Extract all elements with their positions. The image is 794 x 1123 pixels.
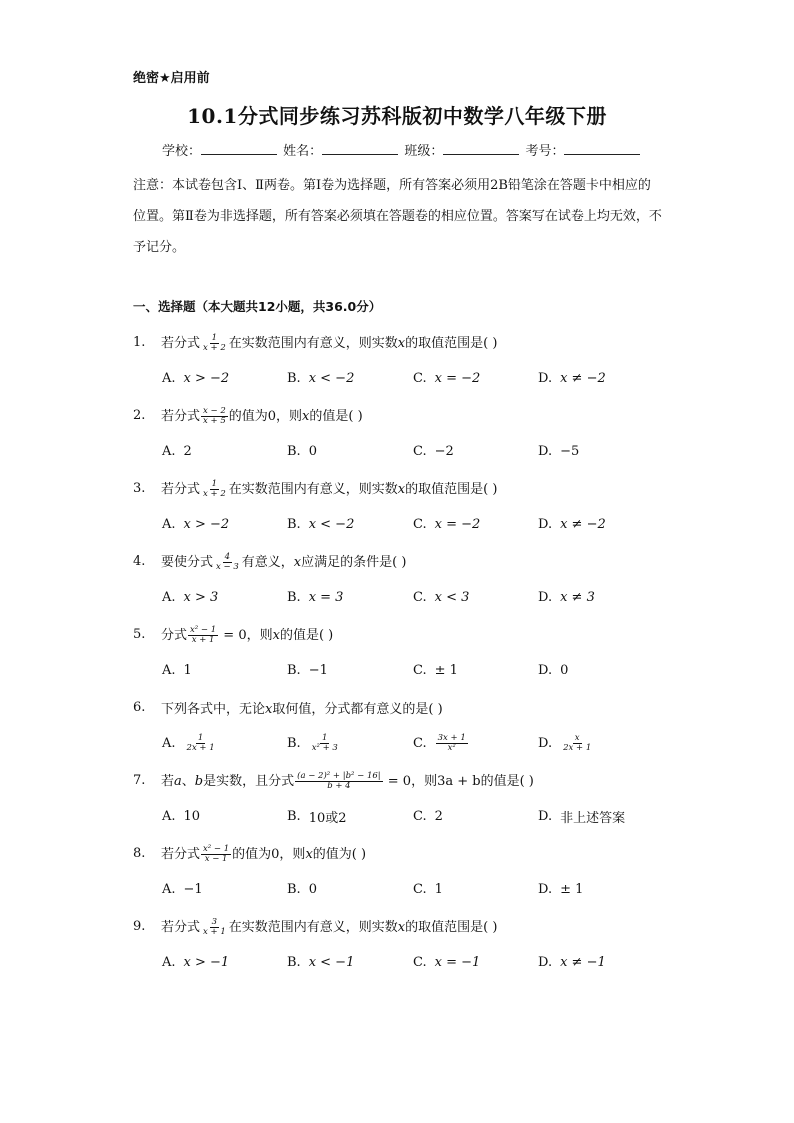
option-label: D. [538,808,553,824]
variable: x [265,701,273,717]
option-label: D. [538,735,553,751]
fraction-numerator: 1 [211,332,218,343]
option-text: 1 [183,662,192,678]
fraction-denominator: x² + 3 [311,742,338,753]
option-text: x = −2 [434,516,481,532]
option-row [162,658,682,682]
option-a[interactable] [162,658,192,682]
fraction-denominator: 2x + 1 [563,742,592,753]
option-label: D. [538,443,553,459]
stem-text: 的取值范围是( ) [405,481,498,497]
option-b[interactable] [287,731,341,755]
question-number: 9. [133,918,146,934]
option-label: B. [287,662,301,678]
question-text [161,405,363,426]
name-label: 姓名： [283,144,323,159]
option-label: C. [413,443,427,459]
option-text: −1 [183,881,203,897]
option-row [162,366,682,390]
option-text: ± 1 [560,881,584,897]
stem-text: 若分式 [161,846,201,862]
question-fraction [295,772,383,791]
stem-text: 下列各式中，无论 [161,701,266,717]
option-text: −2 [434,443,454,459]
school-label: 学校： [162,144,202,159]
secret-label: 绝密★启用前 [133,71,210,86]
question-stem [133,476,497,500]
option-text: x > −2 [183,370,230,386]
name-blank[interactable] [322,142,398,155]
option-label: D. [538,589,553,605]
stem-text: 若分式 [161,408,201,424]
option-label: B. [287,808,301,824]
question-fraction [201,480,228,499]
question-stem [133,841,366,865]
option-label: A. [162,443,176,459]
fraction-numerator: x² − 1 [203,843,230,854]
option-text: x < 3 [434,589,470,605]
class-label: 班级： [404,144,444,159]
question-number: 8. [133,845,146,861]
page-title: 10.1分式同步练习苏科版初中数学八年级下册 [187,104,607,128]
option-label: A. [162,662,176,678]
option-a[interactable] [162,877,203,901]
variable: x [305,846,313,862]
option-label: A. [162,808,176,824]
question-fraction [201,407,228,426]
option-d[interactable] [538,804,625,828]
option-text: −5 [560,443,580,459]
exam-number-label: 考号： [525,144,565,159]
question-number: 6. [133,699,146,715]
option-text: x = 3 [308,589,344,605]
fraction-numerator: 1 [211,478,218,489]
option-text: x > 3 [183,589,219,605]
question-text [161,770,534,791]
question-fraction [214,553,241,572]
question-fraction [201,845,231,864]
option-text: 10 [183,808,201,824]
option-label: C. [413,370,427,386]
option-text: 0 [308,881,317,897]
option-a[interactable] [162,950,229,974]
fraction-denominator: x − 1 [204,853,228,864]
option-a[interactable] [162,731,218,755]
option-d[interactable] [538,658,568,682]
option-row [162,512,682,536]
option-label: D. [538,516,553,532]
stem-text: 应满足的条件是( ) [301,554,407,570]
option-label: B. [287,881,301,897]
stem-text: 分式 [161,627,188,643]
stem-text: 在实数范围内有意义，则实数 [228,919,398,935]
question-number: 5. [133,626,146,642]
variable: x [397,481,406,497]
student-info-line [162,140,642,159]
fraction-denominator: x + 1 [203,926,226,937]
school-blank[interactable] [201,142,277,155]
stem-text: 在实数范围内有意义，则实数 [228,335,398,351]
option-text: x < −2 [308,516,355,532]
variable: b [194,773,204,789]
option-c[interactable] [413,585,469,609]
stem-text: 在实数范围内有意义，则实数 [228,481,398,497]
option-label: C. [413,881,427,897]
option-label: D. [538,370,553,386]
stem-text: 的值为( ) [312,846,367,862]
option-text: x < −1 [308,954,355,970]
option-text: −1 [308,662,328,678]
option-d[interactable] [538,950,606,974]
stem-text: 、 [181,773,195,789]
stem-text: 的取值范围是( ) [405,335,498,351]
question-fraction [201,918,228,937]
option-text: 2 [183,443,192,459]
option-d[interactable] [538,585,595,609]
option-fraction [561,734,593,753]
option-a[interactable] [162,366,229,390]
option-a[interactable] [162,804,200,828]
question-stem [133,622,333,646]
option-fraction [185,734,217,753]
option-label: A. [162,954,176,970]
option-text: ± 1 [434,662,458,678]
fraction-numerator: 3x + 1 [437,732,466,743]
option-label: C. [413,735,427,751]
option-b[interactable] [287,512,354,536]
option-label: D. [538,954,553,970]
option-text: 1 [434,881,443,897]
section-heading: 一、选择题（本大题共12小题，共36.0分） [133,299,382,314]
stem-text: 是实数，且分式 [203,773,295,789]
stem-text: 的值是( ) [279,627,334,643]
stem-text: 若 [161,773,175,789]
fraction-numerator: 1 [197,732,204,743]
option-c[interactable] [413,950,480,974]
stem-text: 的取值范围是( ) [405,919,498,935]
question-text [161,916,497,937]
option-row [162,804,682,828]
option-label: B. [287,589,301,605]
variable: x [272,627,280,643]
option-b[interactable] [287,658,328,682]
option-label: D. [538,662,553,678]
variable: x [397,919,406,935]
option-text: x = −1 [434,954,481,970]
option-b[interactable] [287,804,347,828]
stem-text: 若分式 [161,335,201,351]
fraction-numerator: x² − 1 [190,624,217,635]
question-number: 4. [133,553,146,569]
fraction-numerator: x [574,732,580,743]
option-d[interactable] [538,877,583,901]
option-d[interactable] [538,731,594,755]
option-label: A. [162,735,176,751]
option-b[interactable] [287,877,317,901]
stem-text: 取何值，分式都有意义的是( ) [272,701,443,717]
question-stem [133,768,534,792]
option-text: 2 [434,808,443,824]
question-stem [133,330,497,354]
option-label: B. [287,370,301,386]
option-label: A. [162,370,176,386]
fraction-denominator: b + 4 [327,780,351,791]
class-blank[interactable] [443,142,519,155]
stem-text: 有意义， [241,554,294,570]
stem-text: 若分式 [161,481,201,497]
option-label: C. [413,808,427,824]
stem-text: 的值是( ) [309,408,363,424]
stem-text: = 0，则 [219,627,273,643]
option-label: D. [538,881,553,897]
stem-text: = 0，则3a + b的值是( ) [383,773,534,789]
question-number: 7. [133,772,146,788]
option-d[interactable] [538,439,579,463]
option-c[interactable] [413,658,458,682]
option-a[interactable] [162,512,229,536]
option-c[interactable] [413,804,443,828]
option-b[interactable] [287,585,343,609]
option-text: x > −1 [183,954,230,970]
variable: a [174,773,182,789]
fraction-numerator: 1 [322,732,328,743]
option-text: 0 [308,443,317,459]
option-d[interactable] [538,366,606,390]
option-label: C. [413,954,427,970]
fraction-denominator: x + 2 [203,488,226,499]
option-text: 0 [560,662,569,678]
option-row [162,950,682,974]
fraction-denominator: x² [447,742,456,753]
option-label: A. [162,589,176,605]
option-b[interactable] [287,439,317,463]
option-label: B. [287,516,301,532]
option-label: A. [162,881,176,897]
variable: x [293,554,302,570]
notice-text: 注意：本试卷包含Ⅰ、Ⅱ两卷。第Ⅰ卷为选择题，所有答案必须用2B铅笔涂在答题卡中相应的位置。第Ⅱ卷为非选择题，所有答案必须填在答题卷的相应位置。答案写在试卷上均无效，不予记分。 [133,178,662,255]
fraction-numerator: x − 2 [203,405,226,416]
fraction-denominator: x + 5 [203,415,226,426]
question-stem [133,914,497,938]
fraction-denominator: x − 3 [216,561,239,572]
question-fraction [201,334,228,353]
option-a[interactable] [162,439,192,463]
fraction-numerator: (a − 2)² + |b² − 16| [297,770,381,781]
option-text: 非上述答案 [560,810,626,826]
option-label: C. [413,516,427,532]
question-text [161,624,333,645]
option-text: x = −2 [434,370,481,386]
option-c[interactable] [413,731,469,755]
option-b[interactable] [287,950,354,974]
question-number: 1. [133,334,146,350]
question-number: 2. [133,407,146,423]
option-c[interactable] [413,366,480,390]
option-row [162,439,682,463]
question-text [161,843,366,864]
fraction-denominator: 2x + 1 [186,742,215,753]
option-a[interactable] [162,585,218,609]
option-text: x ≠ −2 [560,370,606,386]
option-row [162,731,682,755]
fraction-denominator: x + 1 [191,634,215,645]
option-fraction [436,734,468,753]
question-stem [133,549,406,573]
option-text: x ≠ 3 [560,589,595,605]
option-text: x < −2 [308,370,355,386]
option-c[interactable] [413,512,480,536]
fraction-numerator: 4 [224,551,231,562]
option-d[interactable] [538,512,606,536]
option-label: C. [413,589,427,605]
option-c[interactable] [413,439,454,463]
question-stem [133,403,363,427]
variable: x [302,408,310,424]
stem-text: 的值为0，则 [228,408,303,424]
stem-text: 若分式 [161,919,201,935]
stem-text: 要使分式 [161,554,214,570]
exam-number-blank[interactable] [564,142,640,155]
option-text: x > −2 [183,516,230,532]
fraction-denominator: x + 2 [203,342,226,353]
option-label: B. [287,954,301,970]
question-text [161,698,443,717]
fraction-numerator: 3 [211,916,218,927]
question-fraction [188,626,218,645]
option-c[interactable] [413,877,443,901]
option-label: B. [287,443,301,459]
question-text [161,551,406,572]
option-fraction [310,734,340,753]
option-text: x ≠ −1 [560,954,606,970]
option-row [162,877,682,901]
option-text: x ≠ −2 [560,516,606,532]
question-number: 3. [133,480,146,496]
option-b[interactable] [287,366,354,390]
option-text: 10或2 [308,810,347,826]
variable: x [397,335,406,351]
question-stem [133,695,443,719]
option-label: B. [287,735,301,751]
stem-text: 的值为0，则 [232,846,306,862]
option-label: C. [413,662,427,678]
option-label: A. [162,516,176,532]
question-text [161,478,497,499]
question-text [161,332,497,353]
option-row [162,585,682,609]
